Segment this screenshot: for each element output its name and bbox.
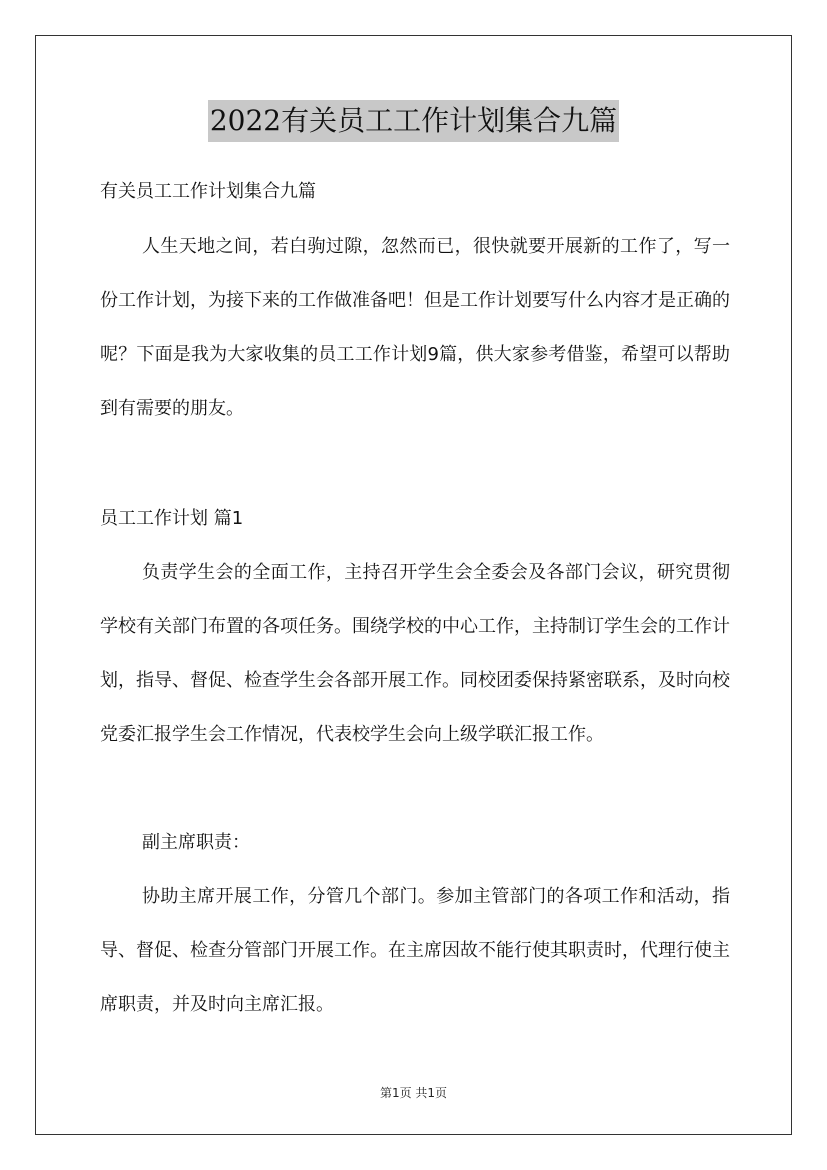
- vice-chair-paragraph: 协助主席开展工作，分管几个部门。参加主管部门的各项工作和活动，指导、督促、检查分管部门开展工作。在主席因故不能行使其职责时，代理行使主席职责，并及时向主席汇报。: [100, 886, 730, 1015]
- title-container: [0, 100, 827, 142]
- intro-paragraph: 人生天地之间，若白驹过隙，忽然而已，很快就要开展新的工作了，写一份工作计划，为接下来的工作做准备吧！但是工作计划要写什么内容才是正确的呢？下面是我为大家收集的员工工作计划9篇，供大家参考借鉴，希望可以帮助到有需要的朋友。: [100, 236, 730, 419]
- section-paragraph-1: 负责学生会的全面工作，主持召开学生会全委会及各部门会议，研究贯彻学校有关部门布置的各项任务。围绕学校的中心工作，主持制订学生会的工作计划，指导、督促、检查学生会各部开展工作。同校团委保持紧密联系，及时向校党委汇报学生会工作情况，代表校学生会向上级学联汇报工作。: [100, 562, 730, 745]
- section-heading: 员工工作计划 篇1: [100, 508, 244, 529]
- document-subtitle: 有关员工工作计划集合九篇: [100, 181, 316, 202]
- vice-chair-heading: 副主席职责：: [142, 832, 250, 853]
- document-title: 2022有关员工工作计划集合九篇: [208, 100, 619, 142]
- page-footer: 第1页 共1页: [379, 1086, 448, 1100]
